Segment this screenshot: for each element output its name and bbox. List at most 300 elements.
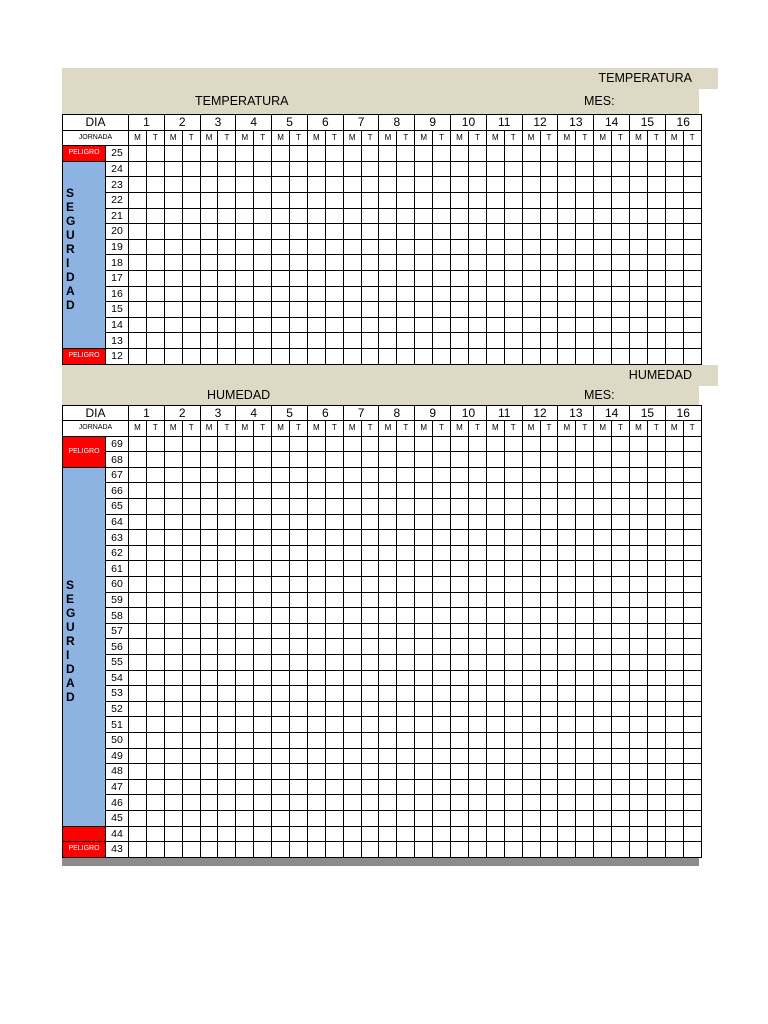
grid-cell[interactable] [397,499,415,515]
grid-cell[interactable] [236,732,254,748]
grid-cell[interactable] [612,686,630,702]
grid-cell[interactable] [272,333,290,349]
grid-cell[interactable] [182,623,200,639]
grid-cell[interactable] [612,208,630,224]
grid-cell[interactable] [594,146,612,162]
grid-cell[interactable] [129,810,147,826]
grid-cell[interactable] [236,717,254,733]
grid-cell[interactable] [594,842,612,858]
grid-cell[interactable] [254,514,272,530]
grid-cell[interactable] [486,639,504,655]
grid-cell[interactable] [164,577,182,593]
grid-cell[interactable] [433,286,451,302]
grid-cell[interactable] [415,177,433,193]
grid-cell[interactable] [361,224,379,240]
grid-cell[interactable] [504,577,522,593]
grid-cell[interactable] [129,592,147,608]
grid-cell[interactable] [325,655,343,671]
grid-cell[interactable] [612,826,630,842]
grid-cell[interactable] [558,499,576,515]
grid-cell[interactable] [200,748,218,764]
grid-cell[interactable] [307,333,325,349]
grid-cell[interactable] [218,795,236,811]
grid-cell[interactable] [379,146,397,162]
grid-cell[interactable] [451,577,469,593]
grid-cell[interactable] [164,192,182,208]
grid-cell[interactable] [594,655,612,671]
grid-cell[interactable] [200,795,218,811]
grid-cell[interactable] [612,530,630,546]
grid-cell[interactable] [612,608,630,624]
grid-cell[interactable] [468,670,486,686]
grid-cell[interactable] [612,592,630,608]
grid-cell[interactable] [576,255,594,271]
grid-cell[interactable] [307,302,325,318]
grid-cell[interactable] [325,561,343,577]
grid-cell[interactable] [129,483,147,499]
grid-cell[interactable] [630,639,648,655]
grid-cell[interactable] [630,348,648,364]
grid-cell[interactable] [361,655,379,671]
grid-cell[interactable] [290,348,308,364]
grid-cell[interactable] [665,208,683,224]
grid-cell[interactable] [379,333,397,349]
grid-cell[interactable] [218,192,236,208]
grid-cell[interactable] [254,161,272,177]
grid-cell[interactable] [647,177,665,193]
grid-cell[interactable] [683,795,701,811]
grid-cell[interactable] [647,717,665,733]
grid-cell[interactable] [236,795,254,811]
grid-cell[interactable] [164,561,182,577]
grid-cell[interactable] [343,561,361,577]
grid-cell[interactable] [290,146,308,162]
grid-cell[interactable] [647,467,665,483]
grid-cell[interactable] [200,224,218,240]
grid-cell[interactable] [576,701,594,717]
grid-cell[interactable] [379,302,397,318]
grid-cell[interactable] [594,545,612,561]
grid-cell[interactable] [164,623,182,639]
grid-cell[interactable] [397,545,415,561]
grid-cell[interactable] [218,577,236,593]
grid-cell[interactable] [164,701,182,717]
grid-cell[interactable] [290,623,308,639]
grid-cell[interactable] [379,826,397,842]
grid-cell[interactable] [182,670,200,686]
grid-cell[interactable] [272,577,290,593]
grid-cell[interactable] [236,286,254,302]
grid-cell[interactable] [594,795,612,811]
grid-cell[interactable] [630,795,648,811]
grid-cell[interactable] [540,608,558,624]
grid-cell[interactable] [451,499,469,515]
grid-cell[interactable] [630,810,648,826]
grid-cell[interactable] [522,608,540,624]
grid-cell[interactable] [612,764,630,780]
grid-cell[interactable] [486,561,504,577]
grid-cell[interactable] [683,717,701,733]
grid-cell[interactable] [164,530,182,546]
grid-cell[interactable] [254,764,272,780]
grid-cell[interactable] [307,732,325,748]
grid-cell[interactable] [594,302,612,318]
grid-cell[interactable] [307,192,325,208]
grid-cell[interactable] [504,608,522,624]
grid-cell[interactable] [254,701,272,717]
grid-cell[interactable] [415,302,433,318]
grid-cell[interactable] [630,146,648,162]
grid-cell[interactable] [576,748,594,764]
grid-cell[interactable] [504,701,522,717]
grid-cell[interactable] [612,623,630,639]
grid-cell[interactable] [665,348,683,364]
grid-cell[interactable] [361,530,379,546]
grid-cell[interactable] [665,764,683,780]
grid-cell[interactable] [665,436,683,452]
grid-cell[interactable] [647,348,665,364]
grid-cell[interactable] [236,670,254,686]
grid-cell[interactable] [594,317,612,333]
grid-cell[interactable] [272,842,290,858]
grid-cell[interactable] [486,732,504,748]
grid-cell[interactable] [612,302,630,318]
grid-cell[interactable] [146,764,164,780]
grid-cell[interactable] [683,177,701,193]
grid-cell[interactable] [558,748,576,764]
grid-cell[interactable] [558,452,576,468]
grid-cell[interactable] [146,670,164,686]
grid-cell[interactable] [200,608,218,624]
grid-cell[interactable] [397,717,415,733]
grid-cell[interactable] [164,239,182,255]
grid-cell[interactable] [540,452,558,468]
grid-cell[interactable] [129,177,147,193]
grid-cell[interactable] [576,177,594,193]
grid-cell[interactable] [683,224,701,240]
grid-cell[interactable] [433,270,451,286]
grid-cell[interactable] [665,192,683,208]
grid-cell[interactable] [343,701,361,717]
grid-cell[interactable] [200,436,218,452]
grid-cell[interactable] [146,302,164,318]
grid-cell[interactable] [594,224,612,240]
grid-cell[interactable] [468,842,486,858]
grid-cell[interactable] [594,161,612,177]
grid-cell[interactable] [236,239,254,255]
grid-cell[interactable] [254,842,272,858]
grid-cell[interactable] [200,592,218,608]
grid-cell[interactable] [379,208,397,224]
grid-cell[interactable] [218,499,236,515]
grid-cell[interactable] [361,779,379,795]
grid-cell[interactable] [164,270,182,286]
grid-cell[interactable] [164,467,182,483]
grid-cell[interactable] [576,161,594,177]
grid-cell[interactable] [200,670,218,686]
grid-cell[interactable] [433,208,451,224]
grid-cell[interactable] [683,530,701,546]
grid-cell[interactable] [558,608,576,624]
grid-cell[interactable] [182,732,200,748]
grid-cell[interactable] [325,161,343,177]
grid-cell[interactable] [290,826,308,842]
grid-cell[interactable] [468,286,486,302]
grid-cell[interactable] [254,779,272,795]
grid-cell[interactable] [325,302,343,318]
grid-cell[interactable] [164,177,182,193]
grid-cell[interactable] [576,810,594,826]
grid-cell[interactable] [290,286,308,302]
grid-cell[interactable] [325,208,343,224]
grid-cell[interactable] [486,764,504,780]
grid-cell[interactable] [325,779,343,795]
grid-cell[interactable] [343,161,361,177]
grid-cell[interactable] [218,545,236,561]
grid-cell[interactable] [164,317,182,333]
grid-cell[interactable] [558,467,576,483]
grid-cell[interactable] [272,483,290,499]
grid-cell[interactable] [683,270,701,286]
grid-cell[interactable] [236,810,254,826]
grid-cell[interactable] [254,826,272,842]
grid-cell[interactable] [504,655,522,671]
grid-cell[interactable] [558,177,576,193]
grid-cell[interactable] [522,717,540,733]
grid-cell[interactable] [290,545,308,561]
grid-cell[interactable] [307,779,325,795]
grid-cell[interactable] [504,826,522,842]
grid-cell[interactable] [272,514,290,530]
grid-cell[interactable] [343,545,361,561]
grid-cell[interactable] [612,146,630,162]
grid-cell[interactable] [576,795,594,811]
grid-cell[interactable] [665,639,683,655]
grid-cell[interactable] [576,732,594,748]
grid-cell[interactable] [468,623,486,639]
grid-cell[interactable] [290,639,308,655]
grid-cell[interactable] [164,748,182,764]
grid-cell[interactable] [146,499,164,515]
grid-cell[interactable] [612,317,630,333]
grid-cell[interactable] [665,499,683,515]
grid-cell[interactable] [540,530,558,546]
grid-cell[interactable] [486,436,504,452]
grid-cell[interactable] [594,239,612,255]
grid-cell[interactable] [146,452,164,468]
grid-cell[interactable] [468,436,486,452]
grid-cell[interactable] [129,795,147,811]
grid-cell[interactable] [182,436,200,452]
grid-cell[interactable] [325,514,343,530]
grid-cell[interactable] [129,545,147,561]
grid-cell[interactable] [540,208,558,224]
grid-cell[interactable] [361,795,379,811]
grid-cell[interactable] [468,161,486,177]
grid-cell[interactable] [218,623,236,639]
grid-cell[interactable] [576,577,594,593]
grid-cell[interactable] [325,146,343,162]
grid-cell[interactable] [558,810,576,826]
grid-cell[interactable] [522,842,540,858]
grid-cell[interactable] [612,842,630,858]
grid-cell[interactable] [129,764,147,780]
grid-cell[interactable] [576,717,594,733]
grid-cell[interactable] [236,686,254,702]
grid-cell[interactable] [164,639,182,655]
grid-cell[interactable] [361,717,379,733]
grid-cell[interactable] [182,592,200,608]
grid-cell[interactable] [254,467,272,483]
grid-cell[interactable] [254,795,272,811]
grid-cell[interactable] [146,717,164,733]
grid-cell[interactable] [504,436,522,452]
grid-cell[interactable] [290,810,308,826]
grid-cell[interactable] [397,302,415,318]
grid-cell[interactable] [146,286,164,302]
grid-cell[interactable] [594,639,612,655]
grid-cell[interactable] [630,779,648,795]
grid-cell[interactable] [254,436,272,452]
grid-cell[interactable] [683,623,701,639]
grid-cell[interactable] [129,255,147,271]
grid-cell[interactable] [325,810,343,826]
grid-cell[interactable] [397,514,415,530]
grid-cell[interactable] [576,592,594,608]
grid-cell[interactable] [164,795,182,811]
grid-cell[interactable] [254,686,272,702]
grid-cell[interactable] [451,779,469,795]
grid-cell[interactable] [182,779,200,795]
grid-cell[interactable] [415,670,433,686]
grid-cell[interactable] [612,436,630,452]
grid-cell[interactable] [522,545,540,561]
grid-cell[interactable] [451,302,469,318]
grid-cell[interactable] [307,764,325,780]
grid-cell[interactable] [451,239,469,255]
grid-cell[interactable] [397,842,415,858]
grid-cell[interactable] [164,764,182,780]
grid-cell[interactable] [558,161,576,177]
grid-cell[interactable] [397,286,415,302]
grid-cell[interactable] [433,655,451,671]
grid-cell[interactable] [325,499,343,515]
grid-cell[interactable] [361,177,379,193]
grid-cell[interactable] [451,146,469,162]
grid-cell[interactable] [397,608,415,624]
grid-cell[interactable] [415,732,433,748]
grid-cell[interactable] [504,483,522,499]
grid-cell[interactable] [361,499,379,515]
grid-cell[interactable] [540,764,558,780]
grid-cell[interactable] [200,270,218,286]
grid-cell[interactable] [129,701,147,717]
grid-cell[interactable] [540,317,558,333]
grid-cell[interactable] [594,717,612,733]
grid-cell[interactable] [236,192,254,208]
grid-cell[interactable] [683,639,701,655]
grid-cell[interactable] [486,779,504,795]
grid-cell[interactable] [343,592,361,608]
grid-cell[interactable] [415,467,433,483]
grid-cell[interactable] [397,224,415,240]
grid-cell[interactable] [272,608,290,624]
grid-cell[interactable] [129,530,147,546]
grid-cell[interactable] [182,577,200,593]
grid-cell[interactable] [451,255,469,271]
grid-cell[interactable] [290,842,308,858]
grid-cell[interactable] [647,317,665,333]
grid-cell[interactable] [665,467,683,483]
grid-cell[interactable] [612,161,630,177]
grid-cell[interactable] [558,514,576,530]
grid-cell[interactable] [486,255,504,271]
grid-cell[interactable] [272,764,290,780]
grid-cell[interactable] [486,452,504,468]
grid-cell[interactable] [254,302,272,318]
grid-cell[interactable] [683,483,701,499]
grid-cell[interactable] [558,317,576,333]
grid-cell[interactable] [272,467,290,483]
grid-cell[interactable] [182,764,200,780]
grid-cell[interactable] [504,514,522,530]
grid-cell[interactable] [361,577,379,593]
grid-cell[interactable] [468,499,486,515]
grid-cell[interactable] [522,161,540,177]
grid-cell[interactable] [307,208,325,224]
grid-cell[interactable] [164,348,182,364]
grid-cell[interactable] [433,561,451,577]
grid-cell[interactable] [504,842,522,858]
grid-cell[interactable] [182,348,200,364]
grid-cell[interactable] [433,239,451,255]
grid-cell[interactable] [486,302,504,318]
grid-cell[interactable] [486,286,504,302]
grid-cell[interactable] [522,317,540,333]
grid-cell[interactable] [254,717,272,733]
grid-cell[interactable] [415,452,433,468]
grid-cell[interactable] [129,192,147,208]
grid-cell[interactable] [164,826,182,842]
grid-cell[interactable] [504,779,522,795]
grid-cell[interactable] [647,436,665,452]
grid-cell[interactable] [146,639,164,655]
grid-cell[interactable] [504,333,522,349]
grid-cell[interactable] [379,639,397,655]
grid-cell[interactable] [129,348,147,364]
grid-cell[interactable] [522,826,540,842]
grid-cell[interactable] [164,302,182,318]
grid-cell[interactable] [576,779,594,795]
grid-cell[interactable] [504,717,522,733]
grid-cell[interactable] [612,499,630,515]
grid-cell[interactable] [361,208,379,224]
grid-cell[interactable] [361,670,379,686]
grid-cell[interactable] [504,177,522,193]
grid-cell[interactable] [164,333,182,349]
grid-cell[interactable] [218,255,236,271]
grid-cell[interactable] [647,192,665,208]
grid-cell[interactable] [272,826,290,842]
grid-cell[interactable] [451,161,469,177]
grid-cell[interactable] [361,270,379,286]
grid-cell[interactable] [683,452,701,468]
grid-cell[interactable] [200,192,218,208]
grid-cell[interactable] [397,779,415,795]
grid-cell[interactable] [612,514,630,530]
grid-cell[interactable] [576,670,594,686]
grid-cell[interactable] [307,639,325,655]
